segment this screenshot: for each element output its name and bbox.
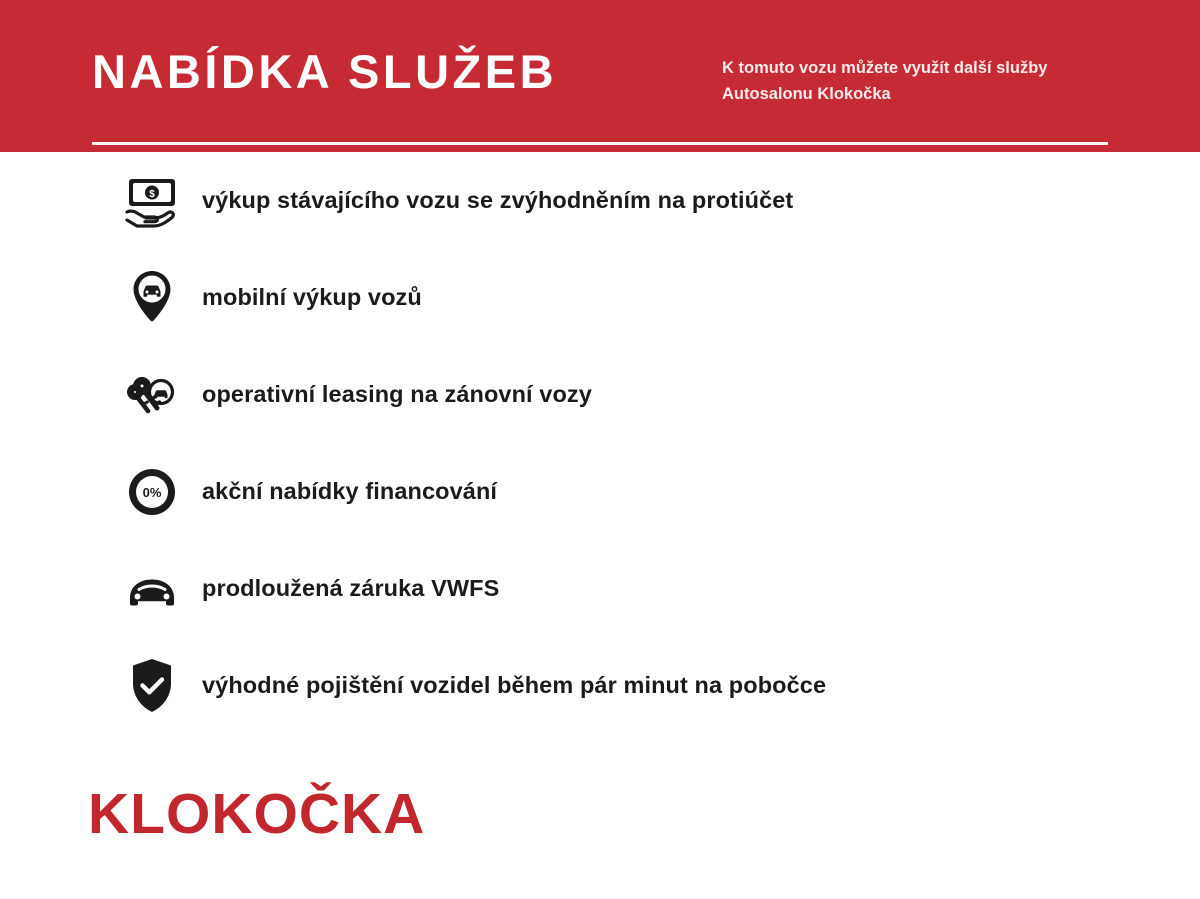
service-label: výhodné pojištění vozidel během pár minut na pobočce xyxy=(202,672,827,698)
list-item xyxy=(0,346,1200,443)
list-item xyxy=(0,540,1200,637)
service-label: akční nabídky financování xyxy=(202,478,498,504)
services-list xyxy=(0,152,1200,734)
service-label: výkup stávajícího vozu se zvýhodněním na protiúčet xyxy=(202,187,794,213)
header-divider xyxy=(92,142,1108,145)
list-item xyxy=(0,443,1200,540)
car-keys-icon xyxy=(116,359,188,431)
service-label: operativní leasing na zánovní vozy xyxy=(202,381,592,407)
header-subtitle: K tomuto vozu můžete využít další služby Autosalonu Klokočka xyxy=(722,59,1048,103)
page-header xyxy=(0,0,1200,152)
list-item xyxy=(0,637,1200,734)
list-item xyxy=(0,152,1200,249)
car-map-pin-icon xyxy=(116,262,188,334)
shield-check-icon xyxy=(116,650,188,722)
logo-text: KLOKOČKA xyxy=(88,782,426,846)
service-label: mobilní výkup vozů xyxy=(202,284,422,310)
page-title: NABÍDKA SLUŽEB xyxy=(92,45,558,98)
list-item xyxy=(0,249,1200,346)
svg-text:0%: 0% xyxy=(142,484,162,500)
svg-text:$: $ xyxy=(149,188,155,200)
zero-percent-icon xyxy=(116,456,188,528)
service-label: prodloužená záruka VWFS xyxy=(202,575,500,601)
klokocka-logo xyxy=(88,782,468,848)
cash-in-hand-icon xyxy=(116,165,188,237)
car-front-icon xyxy=(116,553,188,625)
